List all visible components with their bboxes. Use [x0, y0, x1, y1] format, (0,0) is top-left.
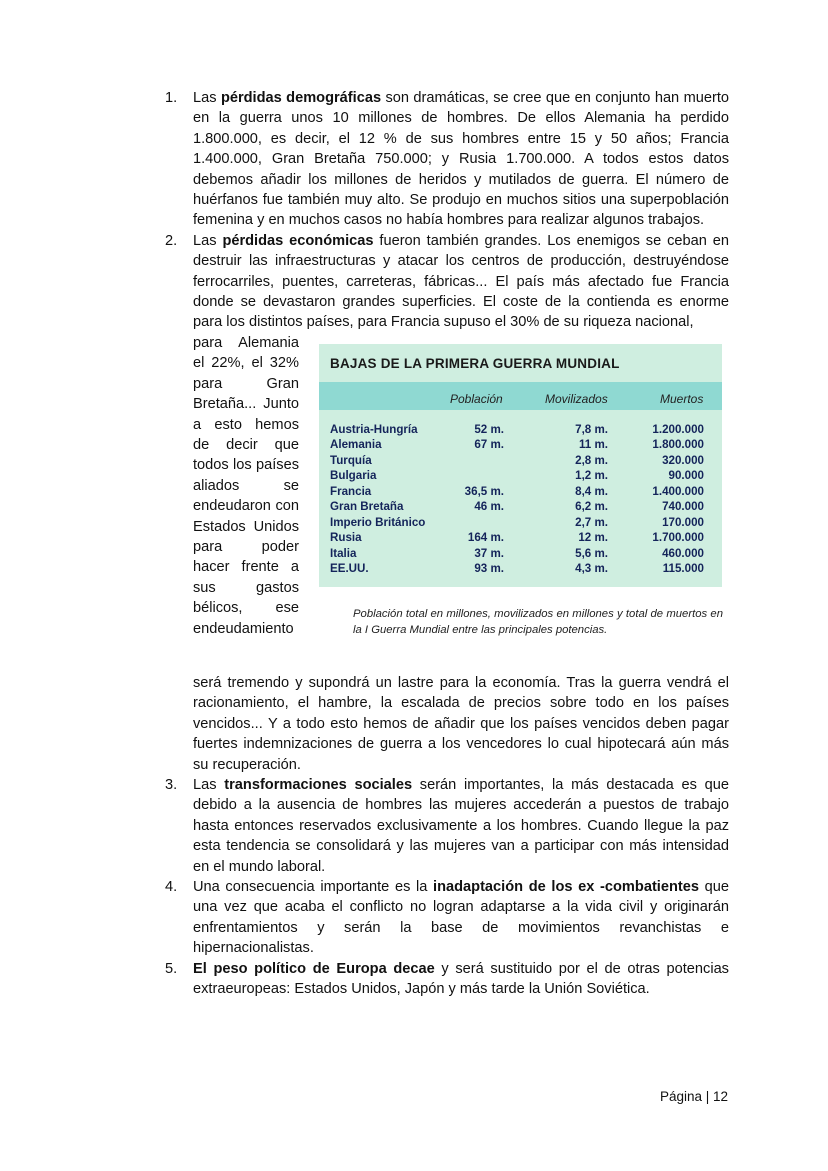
- cell-dead: 170.000: [662, 515, 704, 529]
- item-text-pre: Las: [193, 232, 223, 249]
- cell-population: 37 m.: [474, 546, 504, 560]
- list-item-1: [163, 88, 729, 231]
- cell-dead: 1.700.000: [652, 531, 704, 545]
- table-row: [319, 528, 722, 544]
- item-text-post: que una vez que acaba el conflicto no logran adaptarse a la vida civil y originarán enfrentamientos y serán la base de movimientos revanchistas e hipernacionalistas.: [193, 878, 729, 957]
- list-item-4: [163, 877, 729, 959]
- item-number: 4.: [165, 878, 178, 895]
- table-row: [319, 497, 722, 513]
- cell-mobilized: 5,6 m.: [575, 546, 608, 560]
- cell-country: Alemania: [330, 438, 382, 452]
- cell-mobilized: 11 m.: [578, 438, 608, 452]
- cell-country: Rusia: [330, 531, 362, 545]
- list-item-3: [163, 775, 729, 877]
- list-item-5: [163, 959, 729, 1000]
- table-row: [319, 466, 722, 482]
- cell-country: Imperio Británico: [330, 515, 426, 529]
- cell-country: Austria-Hungría: [330, 422, 418, 436]
- table-row: [319, 420, 722, 436]
- item-number: 2.: [165, 232, 178, 249]
- casualties-table: [319, 344, 722, 587]
- item-text-pre: Las: [193, 776, 225, 793]
- wrapped-text-column: para Alemania el 22%, el 32% para Gran Bretaña... Junto a esto hemos de decir que todos los países aliados se endeudaron con Estados Unidos para poder hacer frente a sus gastos bélicos, ese endeudamiento: [193, 334, 299, 637]
- cell-population: 52 m.: [474, 422, 504, 436]
- cell-dead: 1.200.000: [652, 422, 704, 436]
- numbered-list: [163, 88, 729, 999]
- list-item-2: [163, 231, 729, 775]
- text-with-figure: [193, 333, 729, 673]
- cell-country: Bulgaria: [330, 469, 377, 483]
- item-text-pre: Las: [193, 90, 221, 106]
- cell-country: Italia: [330, 546, 357, 560]
- cell-dead: 1.400.000: [652, 484, 704, 498]
- table-row: [319, 482, 722, 498]
- item-text-continued: será tremendo y supondrá un lastre para la economía. Tras la guerra vendrá el racionamiento, el hambre, la escalada de precios sobre todo en los países vencidos... Y a todo esto hemos de añadir que los países vencidos deben pagar fuertes indemnizaciones de guerra a los vencedores lo cual hipotecará aún más su recuperación.: [193, 674, 729, 773]
- cell-population: 164 m.: [467, 531, 504, 545]
- cell-country: Turquía: [330, 453, 372, 467]
- cell-country: EE.UU.: [330, 562, 369, 576]
- item-highlight: pérdidas económicas: [222, 232, 374, 249]
- header-mobilized: Movilizados: [545, 391, 608, 406]
- cell-mobilized: 8,4 m.: [575, 484, 608, 498]
- table-row: [319, 559, 722, 575]
- item-text-post: son dramáticas, se cree que en conjunto han muerto en la guerra unos 10 millones de hombres. De ellos Alemania ha perdido 1.800.000, es decir, el 12 % de sus hombres entre 15 y 50 años; Francia 1.400.000, Gran Bretaña 750.000; y Rusia 1.700.000. A todos estos datos debemos añadir los millones de heridos y mutilados de guerra. El número de huérfanos fue también muy alto. Se produjo en muchos sitios una superpoblación femenina y en muchos casos no había hombres para realizar algunos trabajos.: [193, 90, 730, 229]
- item-number: 1.: [165, 90, 178, 106]
- cell-mobilized: 12 m.: [578, 531, 608, 545]
- table-title: BAJAS DE LA PRIMERA GUERRA MUNDIAL: [330, 355, 620, 371]
- cell-dead: 460.000: [662, 546, 704, 560]
- item-text-pre: Una consecuencia importante es la: [193, 878, 434, 895]
- item-number: 3.: [165, 776, 178, 793]
- cell-dead: 90.000: [668, 469, 704, 483]
- table-row: [319, 451, 722, 467]
- cell-dead: 1.800.000: [652, 438, 704, 452]
- table-row: [319, 544, 722, 560]
- item-text-post: y será sustituido por el de otras potencias extraeuropeas: Estados Unidos, Japón y más tarde la Unión Soviética.: [193, 960, 729, 997]
- item-text-post: serán importantes, la más destacada es que debido a la ausencia de hombres las mujeres accederán a puestos de trabajo hasta entonces reservados exclusivamente a los hombres. Cuando llegue la paz esta tendencia se consolidará y las mujeres van a participar con más intensidad en el mundo laboral.: [193, 776, 729, 875]
- cell-population: 93 m.: [474, 562, 504, 576]
- cell-mobilized: 4,3 m.: [575, 562, 608, 576]
- cell-mobilized: 2,8 m.: [575, 453, 608, 467]
- cell-dead: 320.000: [662, 453, 704, 467]
- table-row: [319, 435, 722, 451]
- item-number: 5.: [165, 960, 178, 977]
- item-highlight: transformaciones sociales: [224, 776, 413, 793]
- cell-population: 36,5 m.: [464, 484, 504, 498]
- item-text-post: fueron también grandes. Los enemigos se ceban en destruir las infraestructuras y atacar los centros de producción, destruyéndose ferrocarriles, puentes, carreteras, fábricas... El país más afectado fue Francia donde se devastaron grandes superficies. El coste de la contienda es enorme para los distintos países, para Francia supuso el 30% de su riqueza nacional,: [193, 232, 729, 331]
- cell-country: Francia: [330, 484, 372, 498]
- item-highlight: inadaptación de los ex -combatientes: [433, 878, 699, 895]
- cell-mobilized: 2,7 m.: [575, 515, 608, 529]
- table-body: [319, 420, 722, 575]
- cell-dead: 115.000: [662, 562, 704, 576]
- cell-mobilized: 7,8 m.: [575, 422, 608, 436]
- table-header-row: [319, 382, 722, 410]
- cell-dead: 740.000: [662, 500, 704, 514]
- cell-mobilized: 1,2 m.: [575, 469, 608, 483]
- table-row: [319, 513, 722, 529]
- page-number: Página | 12: [660, 1089, 729, 1104]
- table-caption: Población total en millones, movilizados en millones y total de muertos en la I Guerra Mundial entre las principales potencias.: [353, 607, 723, 636]
- cell-country: Gran Bretaña: [330, 500, 404, 514]
- cell-mobilized: 6,2 m.: [575, 500, 608, 514]
- item-highlight: pérdidas demográficas: [220, 90, 382, 106]
- cell-population: 46 m.: [474, 500, 504, 514]
- header-dead: Muertos: [660, 391, 704, 406]
- cell-population: 67 m.: [474, 438, 504, 452]
- item-highlight: El peso político de Europa decae: [193, 960, 435, 977]
- header-population: Población: [450, 391, 503, 406]
